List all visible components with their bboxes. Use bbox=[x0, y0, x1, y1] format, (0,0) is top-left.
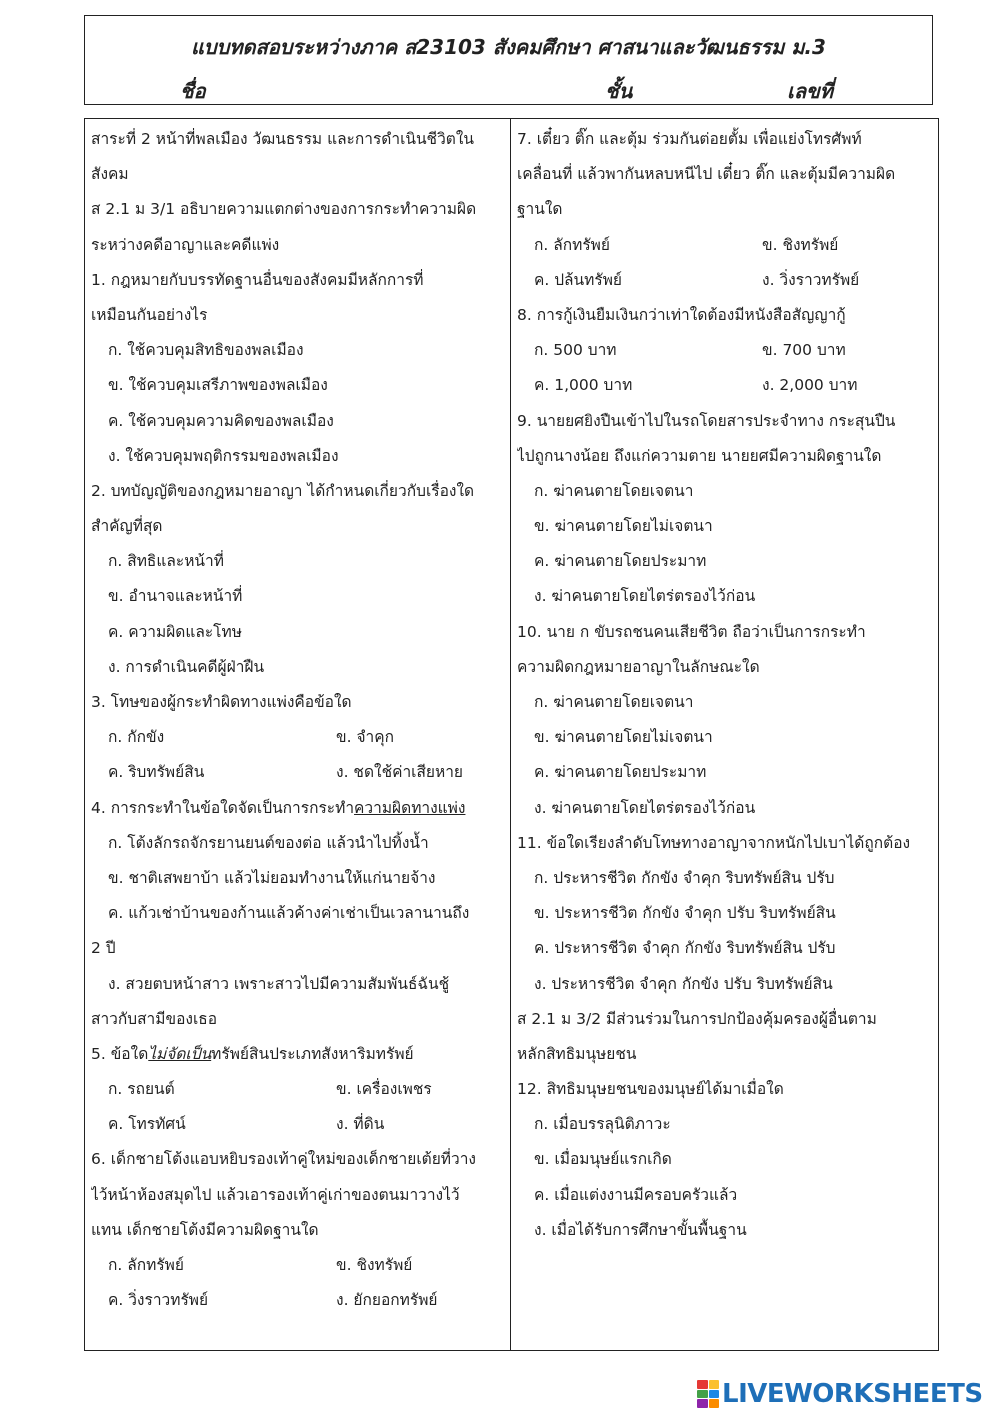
q6-option-c[interactable]: ค. วิ่งราวทรัพย์ bbox=[108, 1291, 209, 1310]
column-divider bbox=[510, 119, 511, 1350]
q5-option-d[interactable]: ง. ที่ดิน bbox=[336, 1115, 385, 1134]
q6-options-row-2 bbox=[91, 1283, 505, 1318]
q8-option-b[interactable]: ข. 700 บาท bbox=[762, 341, 846, 360]
q3-option-a[interactable]: ก. กักขัง bbox=[108, 728, 165, 747]
question-2-cont: สำคัญที่สุด bbox=[91, 517, 163, 536]
question-12: 12. สิทธิมนุษยชนของมนุษย์ได้มาเมื่อใด bbox=[517, 1080, 784, 1099]
question-2: 2. บทบัญญัติของกฎหมายอาญา ได้กำหนดเกี่ยวกับเรื่องใด bbox=[91, 481, 475, 500]
q4-option-d-cont: สาวกับสามีของเธอ bbox=[91, 1009, 218, 1028]
q3-option-c[interactable]: ค. ริบทรัพย์สิน bbox=[108, 763, 205, 782]
right-column bbox=[517, 122, 933, 1248]
question-3: 3. โทษของผู้กระทำผิดทางแพ่งคือข้อใด bbox=[91, 693, 352, 711]
q11-option-c[interactable]: ค. ประหารชีวิต จำคุก กักขัง ริบทรัพย์สิน ปรับ bbox=[534, 939, 836, 958]
q7-options-row-2 bbox=[517, 263, 933, 298]
question-7-cont-2: ฐานใด bbox=[517, 200, 563, 219]
question-9-cont: ไปถูกนางน้อย ถึงแก่ความตาย นายยศมีความผิดฐานใด bbox=[517, 446, 882, 465]
q2-option-a[interactable]: ก. สิทธิและหน้าที่ bbox=[108, 552, 224, 571]
q4-underlined: ความผิดทางแพ่ง bbox=[354, 798, 466, 817]
q7-options-row-1 bbox=[517, 228, 933, 263]
q12-option-c[interactable]: ค. เมื่อแต่งงานมีครอบครัวแล้ว bbox=[534, 1185, 738, 1204]
q10-option-d[interactable]: ง. ฆ่าคนตายโดยไตร่ตรองไว้ก่อน bbox=[534, 798, 756, 817]
q3-option-d[interactable]: ง. ชดใช้ค่าเสียหาย bbox=[336, 763, 464, 782]
question-1-cont: เหมือนกันอย่างไร bbox=[91, 305, 208, 324]
q4-option-b[interactable]: ข. ชาติเสพยาบ้า แล้วไม่ยอมทำงานให้แก่นายจ้าง bbox=[108, 868, 436, 887]
q3-option-b[interactable]: ข. จำคุก bbox=[336, 728, 394, 747]
q2-option-b[interactable]: ข. อำนาจและหน้าที่ bbox=[108, 587, 243, 606]
liveworksheets-branding bbox=[697, 1379, 983, 1409]
indicator-heading: ส 2.1 ม 3/1 อธิบายความแตกต่างของการกระทำความผิด bbox=[91, 200, 477, 219]
question-8: 8. การกู้เงินยืมเงินกว่าเท่าใดต้องมีหนังสือสัญญากู้ bbox=[517, 305, 846, 324]
q4-option-d[interactable]: ง. สวยตบหน้าสาว เพราะสาวไปมีความสัมพันธ์ฉันชู้ bbox=[108, 974, 450, 993]
indicator-heading-2-cont: หลักสิทธิมนุษยชน bbox=[517, 1044, 637, 1063]
q1-option-b[interactable]: ข. ใช้ควบคุมเสรีภาพของพลเมือง bbox=[108, 376, 328, 395]
q8-options-row-1 bbox=[517, 333, 933, 368]
q8-option-c[interactable]: ค. 1,000 บาท bbox=[534, 376, 633, 395]
q5-option-a[interactable]: ก. รถยนต์ bbox=[108, 1080, 175, 1099]
question-7: 7. เตี๋ยว ติ๊ก และตุ้ม ร่วมกันต่อยตั้ม เพื่อแย่งโทรศัพท์ bbox=[517, 130, 862, 148]
q10-option-c[interactable]: ค. ฆ่าคนตายโดยประมาท bbox=[534, 763, 707, 782]
question-6: 6. เด็กชายโต้งแอบหยิบรองเท้าคู่ใหม่ของเด็กชายเต้ยที่วาง bbox=[91, 1150, 476, 1169]
name-label: ชื่อ bbox=[180, 79, 206, 103]
question-7-cont-1: เคลื่อนที่ แล้วพากันหลบหนีไป เตี๋ยว ติ๊ก และตุ้มมีความผิด bbox=[517, 165, 896, 184]
q11-option-b[interactable]: ข. ประหารชีวิต กักขัง จำคุก ปรับ ริบทรัพย์สิน bbox=[534, 904, 836, 923]
question-10-cont: ความผิดกฎหมายอาญาในลักษณะใด bbox=[517, 657, 760, 676]
q7-option-b[interactable]: ข. ชิงทรัพย์ bbox=[762, 235, 839, 254]
class-label: ชั้น bbox=[605, 79, 633, 103]
indicator-heading-2: ส 2.1 ม 3/2 มีส่วนร่วมในการปกป้องคุ้มครองผู้อื่นตาม bbox=[517, 1009, 877, 1028]
left-column bbox=[91, 122, 505, 1318]
q5-options-row-2 bbox=[91, 1107, 505, 1142]
question-5 bbox=[91, 1037, 505, 1072]
q4-option-c-cont: 2 ปี bbox=[91, 939, 116, 958]
q1-option-a[interactable]: ก. ใช้ควบคุมสิทธิของพลเมือง bbox=[108, 341, 304, 360]
q9-option-b[interactable]: ข. ฆ่าคนตายโดยไม่เจตนา bbox=[534, 517, 713, 536]
q3-options-row-1 bbox=[91, 720, 505, 755]
question-1: 1. กฎหมายกับบรรทัดฐานอื่นของสังคมมีหลักการที่ bbox=[91, 270, 424, 289]
q8-option-d[interactable]: ง. 2,000 บาท bbox=[762, 376, 858, 395]
exam-header bbox=[84, 15, 933, 105]
q10-option-a[interactable]: ก. ฆ่าคนตายโดยเจตนา bbox=[534, 693, 694, 711]
question-11: 11. ข้อใดเรียงลำดับโทษทางอาญาจากหนักไปเบาได้ถูกต้อง bbox=[517, 833, 911, 852]
q11-option-d[interactable]: ง. ประหารชีวิต จำคุก กักขัง ปรับ ริบทรัพย์สิน bbox=[534, 974, 833, 993]
question-4 bbox=[91, 791, 505, 826]
question-6-cont-1: ไว้หน้าห้องสมุดไป แล้วเอารองเท้าคู่เก่าของตนมาวางไว้ bbox=[91, 1185, 460, 1204]
q1-option-d[interactable]: ง. ใช้ควบคุมพฤติกรรมของพลเมือง bbox=[108, 446, 339, 465]
question-table bbox=[84, 118, 939, 1351]
q6-options-row-1 bbox=[91, 1248, 505, 1283]
q1-option-c[interactable]: ค. ใช้ควบคุมความคิดของพลเมือง bbox=[108, 411, 334, 430]
q2-option-c[interactable]: ค. ความผิดและโทษ bbox=[108, 622, 242, 641]
question-10: 10. นาย ก ขับรถชนคนเสียชีวิต ถือว่าเป็นการกระทำ bbox=[517, 622, 866, 641]
q6-option-b[interactable]: ข. ชิงทรัพย์ bbox=[336, 1256, 413, 1274]
q2-option-d[interactable]: ง. การดำเนินคดีผู้ฝ่าฝืน bbox=[108, 657, 265, 676]
q5-underlined: ไม่จัดเป็น bbox=[148, 1044, 212, 1063]
q6-option-a[interactable]: ก. ลักทรัพย์ bbox=[108, 1256, 184, 1274]
q11-option-a[interactable]: ก. ประหารชีวิต กักขัง จำคุก ริบทรัพย์สิน ปรับ bbox=[534, 868, 835, 887]
q4-option-a[interactable]: ก. โต้งลักรถจักรยานยนต์ของต่อ แล้วนำไปทิ้งน้ำ bbox=[108, 833, 429, 852]
q5-text-post: ทรัพย์สินประเภทสังหาริมทรัพย์ bbox=[211, 1044, 414, 1063]
q5-options-row-1 bbox=[91, 1072, 505, 1107]
q7-option-c[interactable]: ค. ปล้นทรัพย์ bbox=[534, 270, 622, 289]
q9-option-c[interactable]: ค. ฆ่าคนตายโดยประมาท bbox=[534, 552, 707, 571]
q7-option-a[interactable]: ก. ลักทรัพย์ bbox=[534, 235, 610, 254]
q5-option-b[interactable]: ข. เครื่องเพชร bbox=[336, 1080, 432, 1099]
question-9: 9. นายยศยิงปืนเข้าไปในรถโดยสารประจำทาง กระสุนปืน bbox=[517, 411, 896, 430]
question-6-cont-2: แทน เด็กชายโต้งมีความผิดฐานใด bbox=[91, 1220, 319, 1239]
q5-option-c[interactable]: ค. โทรทัศน์ bbox=[108, 1115, 186, 1134]
q6-option-d[interactable]: ง. ยักยอกทรัพย์ bbox=[336, 1291, 438, 1310]
q8-options-row-2 bbox=[517, 368, 933, 403]
q9-option-d[interactable]: ง. ฆ่าคนตายโดยไตร่ตรองไว้ก่อน bbox=[534, 587, 756, 606]
q4-option-c[interactable]: ค. แก้วเช่าบ้านของก้านแล้วค้างค่าเช่าเป็นเวลานานถึง bbox=[108, 904, 470, 923]
liveworksheets-logo-icon bbox=[697, 1380, 719, 1408]
q8-option-a[interactable]: ก. 500 บาท bbox=[534, 341, 617, 360]
strand-heading-cont: สังคม bbox=[91, 165, 129, 184]
q12-option-a[interactable]: ก. เมื่อบรรลุนิติภาวะ bbox=[534, 1115, 671, 1134]
q9-option-a[interactable]: ก. ฆ่าคนตายโดยเจตนา bbox=[534, 481, 694, 500]
liveworksheets-wordmark: LIVEWORKSHEETS bbox=[722, 1379, 983, 1409]
strand-heading: สาระที่ 2 หน้าที่พลเมือง วัฒนธรรม และการดำเนินชีวิตใน bbox=[91, 130, 475, 148]
indicator-heading-cont: ระหว่างคดีอาญาและคดีแพ่ง bbox=[91, 235, 280, 254]
exam-title: แบบทดสอบระหว่างภาค ส23103 สังคมศึกษา ศาสนาและวัฒนธรรม ม.3 bbox=[191, 35, 826, 59]
q7-option-d[interactable]: ง. วิ่งราวทรัพย์ bbox=[762, 270, 860, 289]
q3-options-row-2 bbox=[91, 755, 505, 790]
q5-text-pre: 5. ข้อใด bbox=[91, 1044, 149, 1063]
q10-option-b[interactable]: ข. ฆ่าคนตายโดยไม่เจตนา bbox=[534, 728, 713, 747]
number-label: เลขที่ bbox=[787, 79, 833, 103]
q12-option-d[interactable]: ง. เมื่อได้รับการศึกษาขั้นพื้นฐาน bbox=[534, 1220, 747, 1239]
q12-option-b[interactable]: ข. เมื่อมนุษย์แรกเกิด bbox=[534, 1150, 672, 1169]
q4-text: 4. การกระทำในข้อใดจัดเป็นการกระทำ bbox=[91, 798, 355, 817]
